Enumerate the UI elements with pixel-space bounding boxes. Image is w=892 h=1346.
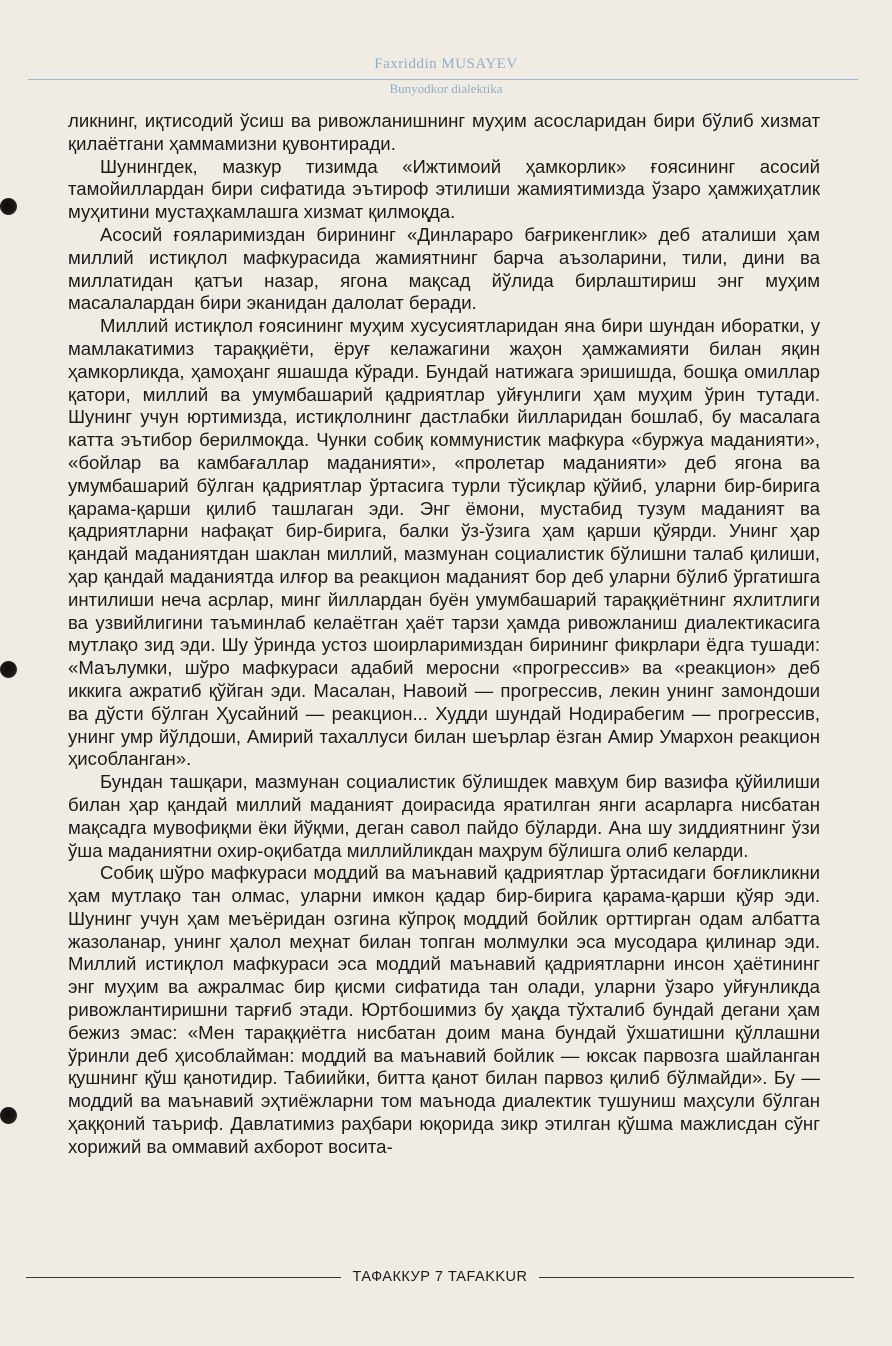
paragraph: Миллий истиқлол ғоясининг муҳим хусусиятларидан яна бири шундан иборатки, у мамлакатимиз тараққиёти, ёруғ келажагини жаҳон ҳамжамияти билан яқин ҳамкорликда, ҳамоҳанг яшашда кўради. Бундай натижага эришишда, бошқа омиллар қатори, миллий ва умумбашарий қадриятлар уйғунлиги ҳам муҳим ўрин тутади. Шунинг учун юртимизда, истиқлолнинг дастлабки йилларидан бошлаб, бу масалага катта эътибор берилмоқда. Чунки собиқ коммунистик мафкура «буржуа маданияти», «бойлар ва камбағаллар маданияти», «пролетар маданияти» деб ягона ва умумбашарий бўлган қадриятлар ўртасига турли тўсиқлар қўйиб, уларни бир-бирига қарама-қарши қилиб ташлаган эди. Энг ёмони, мустабид тузум маданият ва қадриятларни нафақат бир-бирига, балки ўз-ўзига ҳам қарши қўярди. Унинг ҳар қандай маданиятдан шаклан миллий, мазмунан социалистик бўлишни талаб қилиши, ҳар қандай маданиятда илғор ва реакцион маданият бор деб уларни бўлиб ўргатишга интилиши неча асрлар, минг йиллардан буён умумбашарий тараққиётнинг яхлитлиги ва узвийлигини таъминлаб келаётган ҳаёт тарзи ҳамда ривожланиш диалектикасига мутлақо зид эди. Шу ўринда устоз шоирларимиздан бирининг фикрлари ёдга тушади: «Маълумки, шўро мафкураси адабий меросни «прогрессив» ва «реакцион» деб иккига ажратиб қўйган эди. Масалан, Навоий — прогрессив, лекин унинг замондоши ва дўсти бўлган Ҳусайний — реакцион... Худди шундай Нодирабегим — прогрессив, унинг умр йўлдоши, Амирий тахаллуси билан шеърлар ёзган Амир Умархон реакцион ҳисобланган». — [68, 315, 820, 770]
article-body — [68, 110, 820, 1159]
paragraph: Шунингдек, мазкур тизимда «Ижтимоий ҳамкорлик» ғоясининг асосий тамойиллардан бири сифатида эътироф этилиши жамиятимизда ўзаро ҳамжиҳатлик муҳитини мустаҳкамлашга хизмат қилмоқда. — [68, 155, 820, 223]
binder-hole — [0, 198, 17, 215]
footer-label: ТАФАККУР 7 TAFAKKUR — [352, 1269, 528, 1285]
binder-hole — [0, 661, 17, 678]
paragraph: Асосий ғояларимиздан бирининг «Динлараро бағрикенглик» деб аталиши ҳам миллий истиқлол мафкурасида жамиятнинг барча аъзоларини, тили, дини ва миллатидан қатъи назар, ягона мақсад йўлида бирлаштириш энг муҳим масалалардан бири эканидан далолат беради. — [68, 223, 820, 314]
paragraph: Бундан ташқари, мазмунан социалистик бўлишдек мавҳум бир вазифа қўйилиши билан ҳар қандай миллий маданият доирасида яратилган янги асарларга нисбатан мақсадга мувофиқми ёки йўқми, деган савол пайдо бўларди. Ана шу зиддиятнинг ўзи ўша маданиятни охир-оқибатда миллийликдан маҳрум бўлишга олиб келарди. — [68, 771, 820, 861]
header-title: Bunyodkor dialektika — [389, 81, 503, 96]
header-author: Faxriddin MUSAYEV — [374, 56, 518, 72]
running-header — [0, 56, 892, 97]
footer-rule-right — [539, 1277, 854, 1278]
paragraph: ликнинг, иқтисодий ўсиш ва ривожланишнинг муҳим асосларидан бири бўлиб хизмат қилаётгани ҳаммамизни қувонтиради. — [68, 110, 820, 154]
page-footer — [26, 1269, 854, 1285]
footer-rule-left — [26, 1277, 341, 1278]
binder-hole — [0, 1107, 17, 1124]
header-rule — [28, 79, 858, 80]
paragraph: Собиқ шўро мафкураси моддий ва маънавий қадриятлар ўртасидаги боғликликни ҳам мутлақо тан олмас, уларни имкон қадар бир-бирига қарама-қарши қўяр эди. Шунинг учун ҳам меъёридан озгина кўпроқ моддий бойлик орттирган одам албатта жазоланар, унинг ҳалол меҳнат билан топган молмулки эса мусодара қилинар эди. Миллий истиқлол мафкураси эса моддий маънавий қадриятларни инсон ҳаётининг энг муҳим ва ажралмас бир қисми сифатида тан олади, уларни ўзаро уйғунликда ривожлантиришни тарғиб этади. Юртбошимиз бу ҳақда тўхталиб бундай дегани ҳам бежиз эмас: «Мен тараққиётга нисбатан доим мана бундай ўхшатишни қўллашни ўринли деб ҳисоблайман: моддий ва маънавий бойлик — юксак парвозга шайланган қушнинг қўш қанотидир. Табиийки, битта қанот билан парвоз қилиб бўлмайди». Бу — моддий ва маънавий эҳтиёжларни том маънода диалектик тушуниш маҳсули бўлган ҳаққоний таъриф. Давлатимиз раҳбари юқорида зикр этилган қўшма мажлисдан сўнг хорижий ва оммавий ахборот восита- — [68, 862, 820, 1157]
